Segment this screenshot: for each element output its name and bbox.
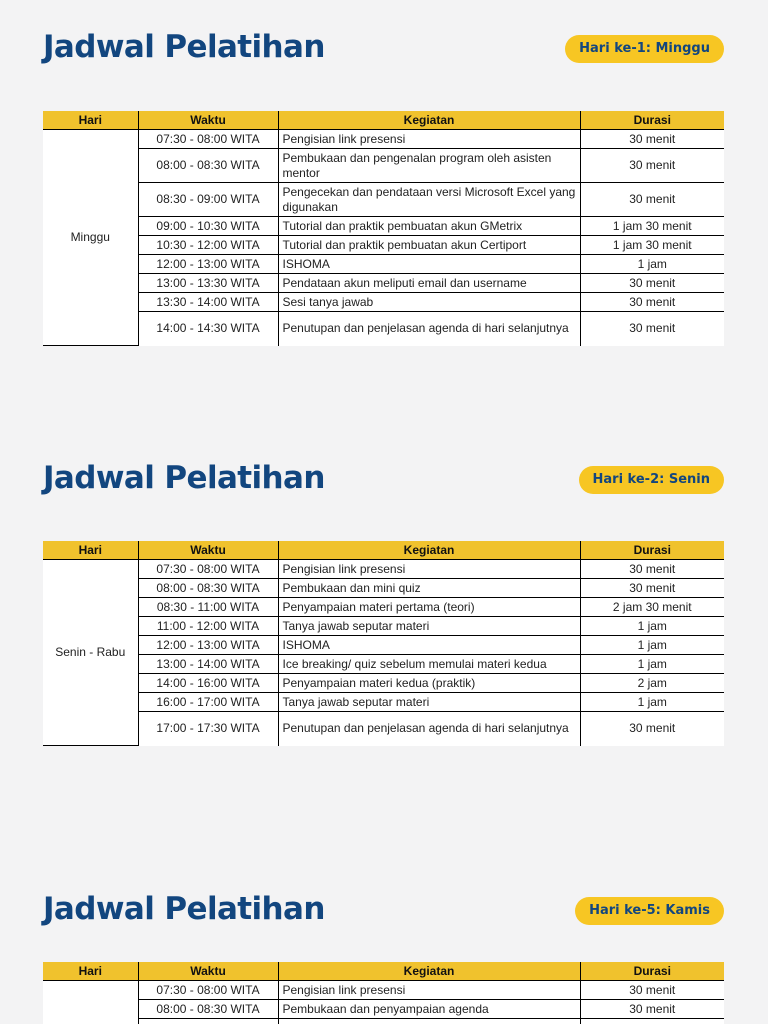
table-row: [43, 274, 724, 293]
time-cell: 11:00 - 12:00 WITA: [138, 617, 278, 636]
table-row: [43, 674, 724, 693]
duration-cell: 1 jam: [580, 655, 724, 674]
table-row: [43, 579, 724, 598]
header-durasi: Durasi: [580, 541, 724, 560]
time-cell: 13:30 - 14:00 WITA: [138, 293, 278, 312]
table-row: [43, 693, 724, 712]
duration-cell: 2 jam: [580, 674, 724, 693]
time-cell: 07:30 - 08:00 WITA: [138, 981, 278, 1000]
header-waktu: Waktu: [138, 111, 278, 130]
day-cell: Minggu: [43, 130, 138, 346]
activity-cell: Pengisian link presensi: [278, 981, 580, 1000]
table-row: [43, 617, 724, 636]
day-badge: Hari ke-2: Senin: [579, 466, 724, 494]
table-row: [43, 1000, 724, 1019]
header-durasi: Durasi: [580, 962, 724, 981]
table-header-row: [43, 111, 724, 130]
activity-cell: Pendataan akun meliputi email dan username: [278, 274, 580, 293]
table-row: [43, 598, 724, 617]
table-row: [43, 255, 724, 274]
header-hari: Hari: [43, 962, 138, 981]
activity-cell: Ice breaking/ quiz sebelum memulai materi kedua: [278, 655, 580, 674]
activity-cell: Penutupan dan penjelasan agenda di hari selanjutnya: [278, 312, 580, 346]
activity-cell: Pembukaan dan mini quiz: [278, 579, 580, 598]
header-kegiatan: Kegiatan: [278, 962, 580, 981]
header-waktu: Waktu: [138, 541, 278, 560]
page-title: Jadwal Pelatihan: [43, 891, 325, 927]
activity-cell: Pengecekan dan pendataan versi Microsoft Excel yang digunakan: [278, 183, 580, 217]
day-cell: [43, 981, 138, 1024]
activity-cell: Tutorial dan praktik pembuatan akun GMetrix: [278, 217, 580, 236]
activity-cell: Tanya jawab seputar materi: [278, 693, 580, 712]
table-row: [43, 636, 724, 655]
duration-cell: 30 menit: [580, 130, 724, 149]
header-hari: Hari: [43, 541, 138, 560]
day-cell: Senin - Rabu: [43, 560, 138, 746]
day-badge: Hari ke-5: Kamis: [575, 897, 724, 925]
duration-cell: 30 menit: [629, 321, 676, 336]
header-kegiatan: Kegiatan: [278, 111, 580, 130]
header-durasi: Durasi: [580, 111, 724, 130]
table-row: [43, 712, 724, 746]
day-badge: Hari ke-1: Minggu: [565, 35, 724, 63]
activity-cell: ISHOMA: [278, 636, 580, 655]
activity-cell: Pembukaan dan penyampaian agenda: [278, 1000, 580, 1019]
table-row: [43, 293, 724, 312]
schedule-table: [43, 111, 724, 346]
time-cell: 09:00 - 10:30 WITA: [138, 217, 278, 236]
table-header-row: [43, 962, 724, 981]
schedule-table: [43, 962, 724, 1024]
time-cell: [138, 1019, 278, 1024]
duration-cell: 30 menit: [580, 560, 724, 579]
time-cell: 08:00 - 08:30 WITA: [138, 1000, 278, 1019]
table-row: [43, 981, 724, 1000]
schedule-table: [43, 541, 724, 746]
duration-cell: 1 jam 30 menit: [580, 236, 724, 255]
table-row: [43, 312, 724, 346]
time-cell: 12:00 - 13:00 WITA: [138, 636, 278, 655]
duration-cell: 30 menit: [580, 981, 724, 1000]
activity-cell: Pengisian link presensi: [278, 560, 580, 579]
time-cell: 07:30 - 08:00 WITA: [138, 130, 278, 149]
duration-cell: 30 menit: [580, 579, 724, 598]
activity-cell: [278, 1019, 580, 1024]
activity-cell: Tutorial dan praktik pembuatan akun Certiport: [278, 236, 580, 255]
time-cell: 08:00 - 08:30 WITA: [138, 149, 278, 183]
duration-cell: 30 menit: [629, 721, 676, 736]
duration-cell: [580, 1019, 724, 1024]
time-cell: 13:00 - 13:30 WITA: [138, 274, 278, 293]
page-title: Jadwal Pelatihan: [43, 460, 325, 496]
time-cell: 08:00 - 08:30 WITA: [138, 579, 278, 598]
table-row: [43, 655, 724, 674]
time-cell: 10:30 - 12:00 WITA: [138, 236, 278, 255]
page-title: Jadwal Pelatihan: [43, 29, 325, 65]
duration-cell: 30 menit: [580, 183, 724, 217]
activity-cell: Sesi tanya jawab: [278, 293, 580, 312]
time-cell: 13:00 - 14:00 WITA: [138, 655, 278, 674]
table-row: [43, 560, 724, 579]
activity-cell: ISHOMA: [278, 255, 580, 274]
duration-cell: 30 menit: [580, 149, 724, 183]
activity-cell: Penyampaian materi kedua (praktik): [278, 674, 580, 693]
header-kegiatan: Kegiatan: [278, 541, 580, 560]
duration-cell: 1 jam: [580, 617, 724, 636]
time-cell: 08:30 - 09:00 WITA: [138, 183, 278, 217]
table-row: [43, 149, 724, 183]
time-cell: 17:00 - 17:30 WITA: [138, 712, 278, 746]
activity-cell: Pengisian link presensi: [278, 130, 580, 149]
activity-cell: Penutupan dan penjelasan agenda di hari selanjutnya: [278, 712, 580, 746]
activity-cell: Pembukaan dan pengenalan program oleh asisten mentor: [278, 149, 580, 183]
duration-cell: 30 menit: [580, 293, 724, 312]
duration-cell: 1 jam: [580, 693, 724, 712]
duration-cell: 30 menit: [580, 1000, 724, 1019]
time-cell: 14:00 - 16:00 WITA: [138, 674, 278, 693]
duration-cell: 1 jam: [580, 636, 724, 655]
time-cell: 07:30 - 08:00 WITA: [138, 560, 278, 579]
activity-cell: Penyampaian materi pertama (teori): [278, 598, 580, 617]
time-cell: 16:00 - 17:00 WITA: [138, 693, 278, 712]
header-waktu: Waktu: [138, 962, 278, 981]
table-row: [43, 217, 724, 236]
table-row: [43, 183, 724, 217]
duration-cell: 2 jam 30 menit: [580, 598, 724, 617]
table-row: [43, 130, 724, 149]
time-cell: 14:00 - 14:30 WITA: [138, 312, 278, 346]
duration-cell: 1 jam: [580, 255, 724, 274]
table-row: [43, 1019, 724, 1024]
activity-cell: Tanya jawab seputar materi: [278, 617, 580, 636]
table-row: [43, 236, 724, 255]
time-cell: 12:00 - 13:00 WITA: [138, 255, 278, 274]
table-header-row: [43, 541, 724, 560]
header-hari: Hari: [43, 111, 138, 130]
time-cell: 08:30 - 11:00 WITA: [138, 598, 278, 617]
duration-cell: 30 menit: [580, 274, 724, 293]
duration-cell: 1 jam 30 menit: [580, 217, 724, 236]
